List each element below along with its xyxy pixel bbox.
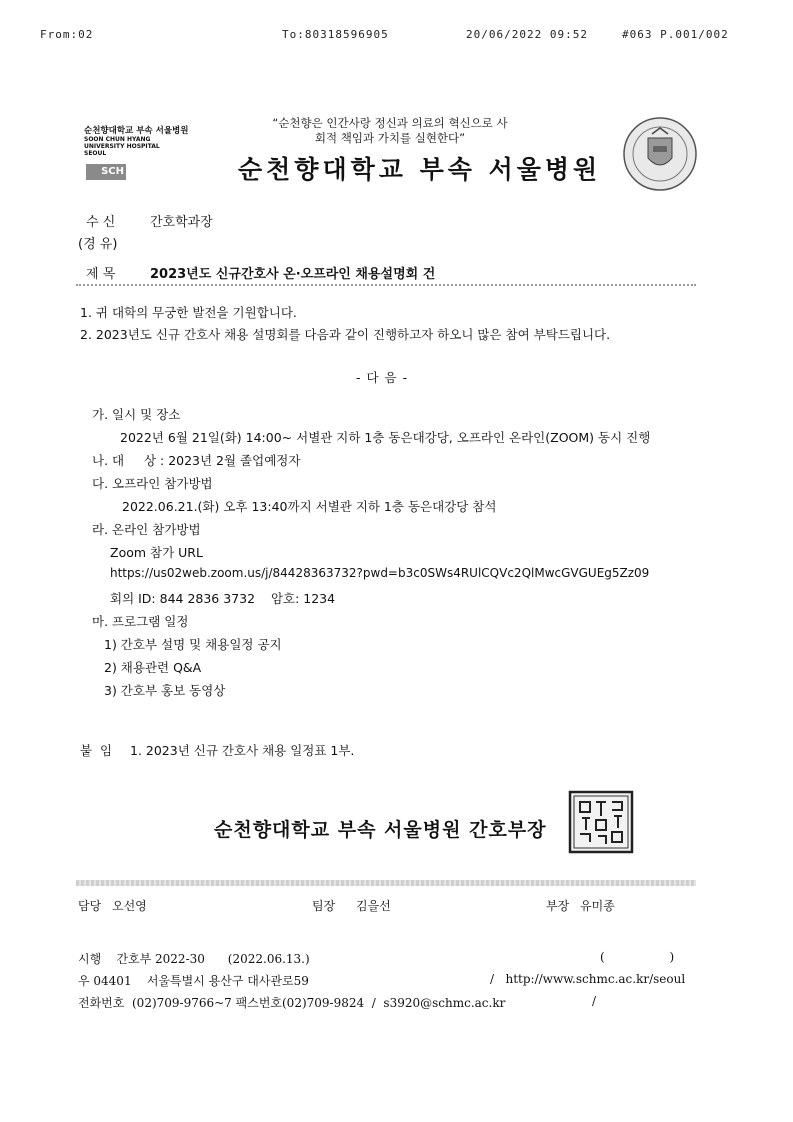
staff-label: 담당 bbox=[78, 899, 102, 913]
official-seal-icon bbox=[568, 790, 634, 854]
subject-divider bbox=[76, 284, 696, 286]
fax-datetime: 20/06/2022 09:52 bbox=[466, 28, 588, 41]
subject-label: 제 목 bbox=[86, 267, 116, 282]
item-e-title: 마. 프로그램 일정 bbox=[92, 614, 189, 629]
paragraph-2: 2. 2023년도 신규 간호사 채용 설명회를 다음과 같이 진행하고자 하오니 많은 참여 부탁드립니다. bbox=[80, 327, 611, 342]
fax-to: To:80318596905 bbox=[282, 28, 389, 41]
item-d-meeting: 회의 ID: 844 2836 3732 암호: 1234 bbox=[110, 591, 336, 606]
program-item: 2) 채용관련 Q&A bbox=[104, 660, 202, 675]
item-d-zoom: Zoom 참가 URL bbox=[110, 545, 203, 560]
item-a-detail: 2022년 6월 21일(화) 14:00~ 서별관 지하 1층 동은대강당, 오프라인 온라인(ZOOM) 동시 진행 bbox=[120, 430, 651, 445]
contact-info: 전화번호 (02)709-9766~7 팩스번호(02)709-9824 / s3920@schmc.ac.kr bbox=[78, 996, 506, 1010]
item-c-title: 다. 오프라인 참가방법 bbox=[92, 476, 213, 491]
via-label: (경 유) bbox=[78, 237, 118, 252]
subject-value: 2023년도 신규간호사 온·오프라인 채용설명회 건 bbox=[150, 267, 436, 282]
receipt-number: ( ) bbox=[600, 950, 675, 964]
hospital-title: 순천향대학교 부속 서울병원 bbox=[238, 155, 602, 184]
next-heading: - 다 음 - bbox=[356, 370, 409, 385]
head-label: 부장 bbox=[546, 899, 570, 913]
item-c-detail: 2022.06.21.(화) 오후 13:40까지 서별관 지하 1층 동은대강당 참석 bbox=[122, 499, 497, 514]
approval-divider bbox=[76, 880, 696, 886]
sender-name: 순천향대학교 부속 서울병원 간호부장 bbox=[214, 819, 547, 841]
fax-page: #063 P.001/002 bbox=[622, 28, 729, 41]
website-link[interactable]: / http://www.schmc.ac.kr/seoul bbox=[490, 972, 686, 986]
head-name: 유미종 bbox=[580, 899, 615, 913]
hospital-emblem-icon bbox=[622, 116, 698, 192]
item-b-line: 나. 대 상 : 2023년 2월 졸업예정자 bbox=[92, 453, 301, 468]
team-name: 김을선 bbox=[356, 899, 391, 913]
program-item: 3) 간호부 홍보 동영상 bbox=[104, 683, 226, 698]
attachment-label: 붙 임 bbox=[80, 743, 113, 758]
enforcement-number: 시행 간호부 2022-30 (2022.06.13.) bbox=[78, 952, 310, 966]
fax-from: From:02 bbox=[40, 28, 94, 41]
zoom-url-link[interactable]: https://us02web.zoom.us/j/84428363732?pwd=b3c0SWs4RUlCQVc2QlMwcGVGUEg5Zz09 bbox=[110, 566, 650, 580]
program-item: 1) 간호부 설명 및 채용일정 공지 bbox=[104, 637, 282, 652]
item-d-title: 라. 온라인 참가방법 bbox=[92, 522, 201, 537]
recipient-value: 간호학과장 bbox=[150, 215, 213, 230]
item-a-title: 가. 일시 및 장소 bbox=[92, 407, 181, 422]
recipient-label: 수 신 bbox=[86, 215, 116, 230]
hospital-logo-mark: SCH bbox=[86, 164, 126, 180]
logo-korean: 순천향대학교 부속 서울병원 bbox=[84, 126, 189, 136]
postal-address: 우 04401 서울특별시 용산구 대사관로59 bbox=[78, 974, 309, 988]
team-label: 팀장 bbox=[312, 899, 336, 913]
logo-english: SOON CHUN HYANG UNIVERSITY HOSPITAL SEOUL bbox=[84, 136, 160, 157]
attachment-value: 1. 2023년 신규 간호사 채용 일정표 1부. bbox=[130, 743, 355, 758]
staff-name: 오선영 bbox=[112, 899, 147, 913]
paragraph-1: 1. 귀 대학의 무궁한 발전을 기원합니다. bbox=[80, 305, 297, 320]
hospital-motto: “순천향은 인간사랑 정신과 의료의 혁신으로 사회적 책임과 가치를 실현한다” bbox=[272, 116, 508, 145]
contact-tail: / bbox=[592, 994, 597, 1008]
